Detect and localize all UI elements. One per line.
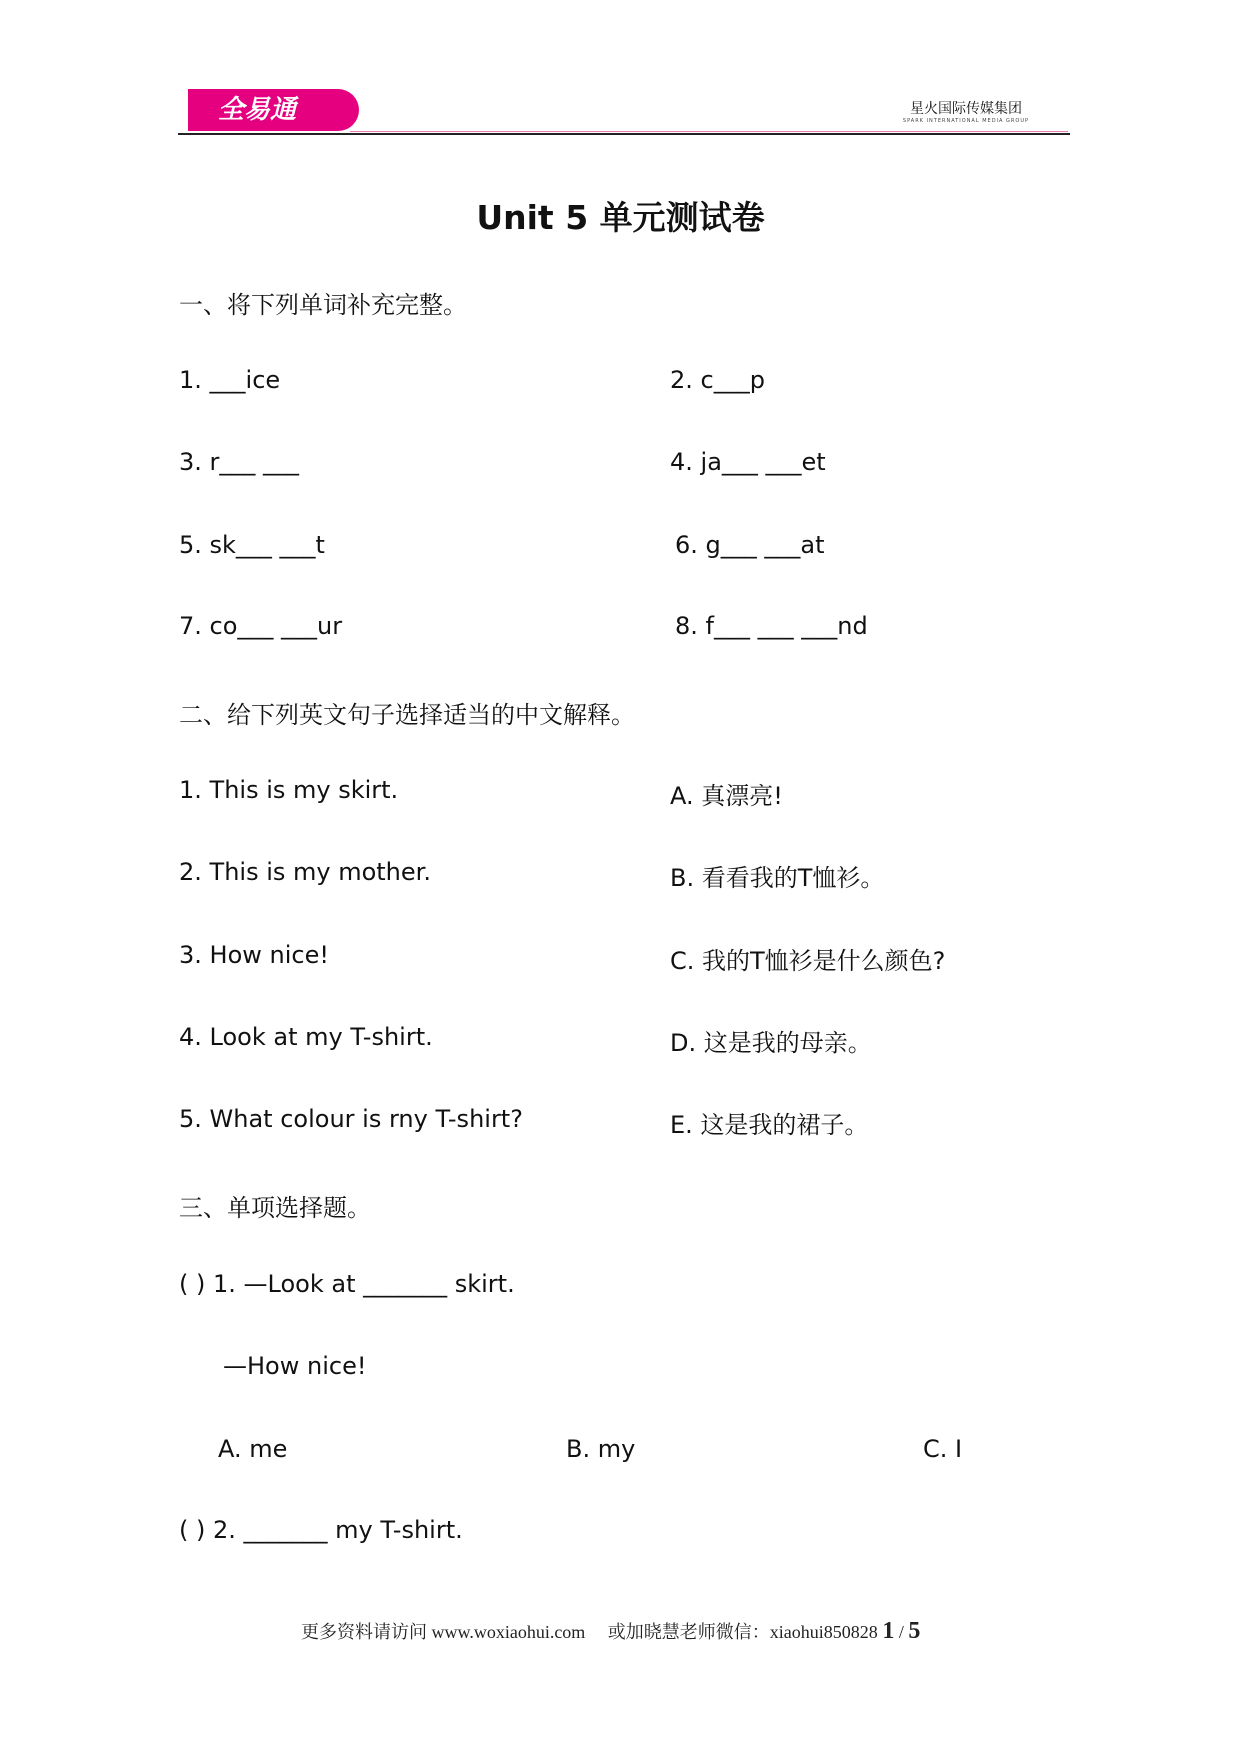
word-item: 2. c___p bbox=[670, 366, 765, 394]
word-item: 5. sk___ ___t bbox=[179, 531, 325, 559]
sentence-en: 4. Look at my T-shirt. bbox=[179, 1023, 433, 1051]
word-item: 7. co___ ___ur bbox=[179, 612, 343, 640]
brand-cn: 星火国际传媒集团 bbox=[909, 101, 1022, 117]
sentence-cn: E. 这是我的裙子。 bbox=[670, 1111, 869, 1139]
sentence-cn: D. 这是我的母亲。 bbox=[670, 1029, 872, 1057]
question-1-reply: —How nice! bbox=[223, 1352, 367, 1380]
header-pink-line bbox=[350, 131, 1068, 132]
question-1: ( ) 1. —Look at _______ skirt. bbox=[179, 1270, 515, 1298]
page-current: 1 bbox=[882, 1618, 895, 1644]
sentence-cn: A. 真漂亮! bbox=[670, 782, 783, 810]
word-item: 3. r___ ___ bbox=[179, 448, 300, 476]
sentence-cn: C. 我的T恤衫是什么颜色? bbox=[670, 947, 946, 975]
option-b: B. my bbox=[566, 1435, 636, 1463]
question-2: ( ) 2. _______ my T-shirt. bbox=[179, 1516, 463, 1544]
section-heading: 三、单项选择题。 bbox=[179, 1194, 371, 1222]
sentence-en: 3. How nice! bbox=[179, 941, 329, 969]
footer bbox=[301, 1618, 920, 1645]
page-total: 5 bbox=[908, 1618, 921, 1644]
sentence-cn: B. 看看我的T恤衫。 bbox=[670, 864, 885, 892]
section-heading: 二、给下列英文句子选择适当的中文解释。 bbox=[179, 701, 635, 729]
logo: 全易通 bbox=[188, 89, 359, 131]
brand-en: SPARK INTERNATIONAL MEDIA GROUP bbox=[902, 118, 1029, 124]
option-c: C. I bbox=[923, 1435, 963, 1463]
option-a: A. me bbox=[218, 1435, 288, 1463]
sentence-en: 1. This is my skirt. bbox=[179, 776, 399, 804]
header-rule bbox=[178, 133, 1070, 135]
sentence-en: 5. What colour is rny T-shirt? bbox=[179, 1105, 523, 1133]
word-item: 4. ja___ ___et bbox=[670, 448, 826, 476]
page-sep: / bbox=[898, 1622, 904, 1642]
word-item: 8. f___ ___ ___nd bbox=[675, 612, 868, 640]
sentence-en: 2. This is my mother. bbox=[179, 858, 431, 886]
page-title: Unit 5 单元测试卷 bbox=[476, 198, 765, 237]
word-item: 1. ___ice bbox=[179, 366, 281, 394]
brand-name bbox=[903, 98, 1029, 124]
footer-text: 更多资料请访问 www.woxiaohui.com 或加晓慧老师微信：xiaohui850828 bbox=[301, 1622, 878, 1642]
word-item: 6. g___ ___at bbox=[675, 531, 825, 559]
section-heading: 一、将下列单词补充完整。 bbox=[179, 291, 467, 319]
